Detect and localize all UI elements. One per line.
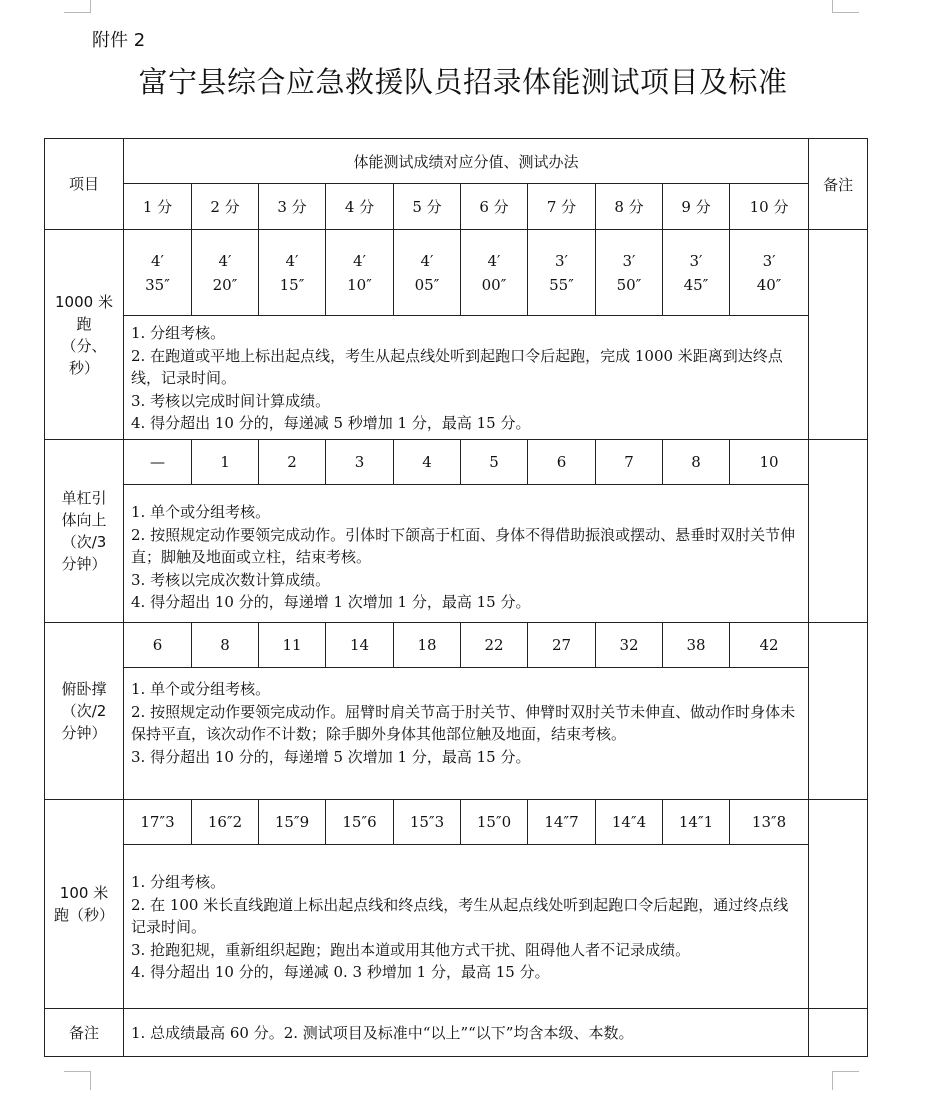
footer-label: 备注 bbox=[45, 1009, 124, 1057]
method-line: 2. 按照规定动作要领完成动作。屈臂时肩关节高于肘关节、伸臂时双肘关节未伸直、做动作时身体未保持平直，该次动作不计数；除手脚外身体其他部位触及地面，结束考核。 bbox=[131, 702, 796, 744]
method-cell bbox=[124, 668, 809, 800]
score-group-header: 体能测试成绩对应分值、测试办法 bbox=[124, 139, 809, 184]
points-cell: 1 分 bbox=[124, 184, 192, 230]
score-seconds: 10″ bbox=[347, 275, 372, 294]
score-seconds: 45″ bbox=[683, 275, 709, 294]
item-name-line: 跑（秒） bbox=[53, 906, 114, 924]
item-name-line: 分钟） bbox=[61, 724, 107, 742]
method-row-100m bbox=[45, 845, 868, 1009]
header-row bbox=[45, 139, 868, 184]
method-line: 1. 单个或分组考核。 bbox=[131, 503, 271, 521]
score-minutes: 4′ bbox=[151, 251, 164, 270]
score-cell: 1 bbox=[192, 440, 259, 485]
score-seconds: 35″ bbox=[145, 275, 170, 294]
crop-mark-top-right bbox=[832, 0, 859, 13]
method-line: 3. 得分超出 10 分的，每递增 5 次增加 1 分，最高 15 分。 bbox=[131, 747, 531, 766]
points-cell: 5 分 bbox=[394, 184, 461, 230]
score-seconds: 20″ bbox=[212, 275, 238, 294]
item-name-line: 单杠引 bbox=[61, 489, 107, 507]
points-cell: 4 分 bbox=[326, 184, 394, 230]
fitness-standards-table bbox=[44, 138, 868, 1057]
item-name-100m bbox=[45, 800, 124, 1009]
remark-cell bbox=[809, 230, 868, 440]
score-cell: 6 bbox=[124, 623, 192, 668]
score-cell: 15″9 bbox=[259, 800, 326, 845]
score-cell: 4 bbox=[394, 440, 461, 485]
score-cell: 16″2 bbox=[192, 800, 259, 845]
score-cell: 8 bbox=[192, 623, 259, 668]
item-name-line: 秒） bbox=[68, 358, 99, 377]
score-minutes: 4′ bbox=[353, 251, 366, 270]
item-name-line: 体向上 bbox=[61, 511, 107, 529]
method-row-1000m bbox=[45, 316, 868, 440]
method-line: 3. 抢跑犯规，重新组织起跑；跑出本道或用其他方式干扰、阻碍他人者不记录成绩。 bbox=[131, 940, 691, 959]
method-line: 4. 得分超出 10 分的，每递减 5 秒增加 1 分，最高 15 分。 bbox=[131, 414, 531, 433]
score-minutes: 4′ bbox=[420, 251, 434, 270]
points-cell: 3 分 bbox=[259, 184, 326, 230]
crop-mark-bottom-left bbox=[64, 1071, 91, 1090]
remark-header: 备注 bbox=[809, 139, 868, 230]
score-cell: 13″8 bbox=[730, 800, 809, 845]
score-cell bbox=[596, 230, 663, 316]
method-cell bbox=[124, 845, 809, 1009]
item-name-pushup bbox=[45, 623, 124, 800]
item-name-line: 分钟） bbox=[61, 555, 107, 573]
item-name-pullup bbox=[45, 440, 124, 623]
score-cell: 22 bbox=[461, 623, 528, 668]
footer-remark-cell bbox=[809, 1009, 868, 1057]
score-seconds: 00″ bbox=[481, 275, 507, 294]
footer-text: 1. 总成绩最高 60 分。2. 测试项目及标准中“以上”“以下”均含本级、本数。 bbox=[124, 1009, 809, 1057]
score-cell: 14 bbox=[326, 623, 394, 668]
score-seconds: 50″ bbox=[616, 275, 642, 294]
method-cell bbox=[124, 316, 809, 440]
score-cell: 7 bbox=[596, 440, 663, 485]
item-name-line: 跑 bbox=[76, 314, 92, 333]
method-row-pullup bbox=[45, 485, 868, 623]
score-cell: 27 bbox=[528, 623, 596, 668]
remark-cell bbox=[809, 800, 868, 1009]
score-cell: 11 bbox=[259, 623, 326, 668]
score-seconds: 40″ bbox=[756, 275, 782, 294]
item-row-100m bbox=[45, 800, 868, 845]
item-name-line: 俯卧撑 bbox=[61, 680, 107, 698]
item-name-1000m bbox=[45, 230, 124, 440]
score-minutes: 3′ bbox=[689, 251, 703, 270]
footer-row bbox=[45, 1009, 868, 1057]
score-seconds: 15″ bbox=[279, 275, 305, 294]
score-cell bbox=[394, 230, 461, 316]
item-row-1000m bbox=[45, 230, 868, 316]
points-row bbox=[45, 184, 868, 230]
method-line: 2. 在跑道或平地上标出起点线，考生从起点线处听到起跑口令后起跑，完成 1000 米距离到达终点线，记录时间。 bbox=[131, 346, 783, 388]
score-cell: 5 bbox=[461, 440, 528, 485]
score-cell bbox=[461, 230, 528, 316]
crop-mark-top-left bbox=[64, 0, 91, 13]
score-cell: — bbox=[124, 440, 192, 485]
project-header: 项目 bbox=[45, 139, 124, 230]
item-name-line: 1000 米 bbox=[55, 292, 113, 311]
item-name-line: （分、 bbox=[61, 336, 107, 355]
score-cell: 2 bbox=[259, 440, 326, 485]
score-seconds: 05″ bbox=[414, 275, 440, 294]
method-line: 1. 分组考核。 bbox=[131, 324, 226, 342]
score-cell: 18 bbox=[394, 623, 461, 668]
score-minutes: 3′ bbox=[622, 251, 636, 270]
score-cell: 42 bbox=[730, 623, 809, 668]
score-cell bbox=[528, 230, 596, 316]
item-name-line: （次/2 bbox=[61, 702, 107, 720]
score-cell bbox=[259, 230, 326, 316]
score-minutes: 4′ bbox=[487, 251, 501, 270]
method-line: 3. 考核以完成时间计算成绩。 bbox=[131, 391, 331, 410]
score-cell bbox=[663, 230, 730, 316]
score-minutes: 3′ bbox=[555, 251, 568, 270]
method-line: 4. 得分超出 10 分的，每递减 0. 3 秒增加 1 分，最高 15 分。 bbox=[131, 963, 550, 982]
score-cell bbox=[730, 230, 809, 316]
document-title: 富宁县综合应急救援队员招录体能测试项目及标准 bbox=[138, 65, 788, 99]
remark-cell bbox=[809, 440, 868, 623]
score-cell: 14″4 bbox=[596, 800, 663, 845]
score-cell: 14″1 bbox=[663, 800, 730, 845]
method-line: 1. 分组考核。 bbox=[131, 873, 226, 891]
attachment-label: 附件 2 bbox=[92, 30, 146, 51]
method-row-pushup bbox=[45, 668, 868, 800]
score-cell: 8 bbox=[663, 440, 730, 485]
item-name-line: 100 米 bbox=[59, 884, 109, 902]
points-cell: 6 分 bbox=[461, 184, 528, 230]
method-line: 3. 考核以完成次数计算成绩。 bbox=[131, 570, 331, 589]
score-cell: 15″6 bbox=[326, 800, 394, 845]
points-cell: 10 分 bbox=[730, 184, 809, 230]
method-line: 1. 单个或分组考核。 bbox=[131, 680, 271, 698]
score-cell: 3 bbox=[326, 440, 394, 485]
score-cell: 17″3 bbox=[124, 800, 192, 845]
score-cell: 15″0 bbox=[461, 800, 528, 845]
remark-cell bbox=[809, 623, 868, 800]
points-cell: 9 分 bbox=[663, 184, 730, 230]
points-cell: 7 分 bbox=[528, 184, 596, 230]
score-minutes: 4′ bbox=[285, 251, 299, 270]
points-cell: 8 分 bbox=[596, 184, 663, 230]
method-line: 2. 按照规定动作要领完成动作。引体时下颌高于杠面、身体不得借助振浪或摆动、悬垂时双肘关节伸直；脚触及地面或立柱，结束考核。 bbox=[131, 525, 796, 567]
crop-mark-bottom-right bbox=[832, 1071, 859, 1090]
points-cell: 2 分 bbox=[192, 184, 259, 230]
item-row-pullup bbox=[45, 440, 868, 485]
score-cell bbox=[192, 230, 259, 316]
score-cell: 14″7 bbox=[528, 800, 596, 845]
score-seconds: 55″ bbox=[549, 275, 574, 294]
score-cell bbox=[124, 230, 192, 316]
item-name-line: （次/3 bbox=[61, 533, 107, 551]
score-cell: 10 bbox=[730, 440, 809, 485]
item-row-pushup bbox=[45, 623, 868, 668]
method-cell bbox=[124, 485, 809, 623]
score-cell bbox=[326, 230, 394, 316]
score-cell: 32 bbox=[596, 623, 663, 668]
method-line: 4. 得分超出 10 分的，每递增 1 次增加 1 分，最高 15 分。 bbox=[131, 593, 531, 612]
score-cell: 6 bbox=[528, 440, 596, 485]
score-minutes: 3′ bbox=[762, 251, 776, 270]
method-line: 2. 在 100 米长直线跑道上标出起点线和终点线，考生从起点线处听到起跑口令后起跑，通过终点线记录时间。 bbox=[131, 895, 789, 937]
score-cell: 38 bbox=[663, 623, 730, 668]
score-minutes: 4′ bbox=[218, 251, 232, 270]
score-cell: 15″3 bbox=[394, 800, 461, 845]
